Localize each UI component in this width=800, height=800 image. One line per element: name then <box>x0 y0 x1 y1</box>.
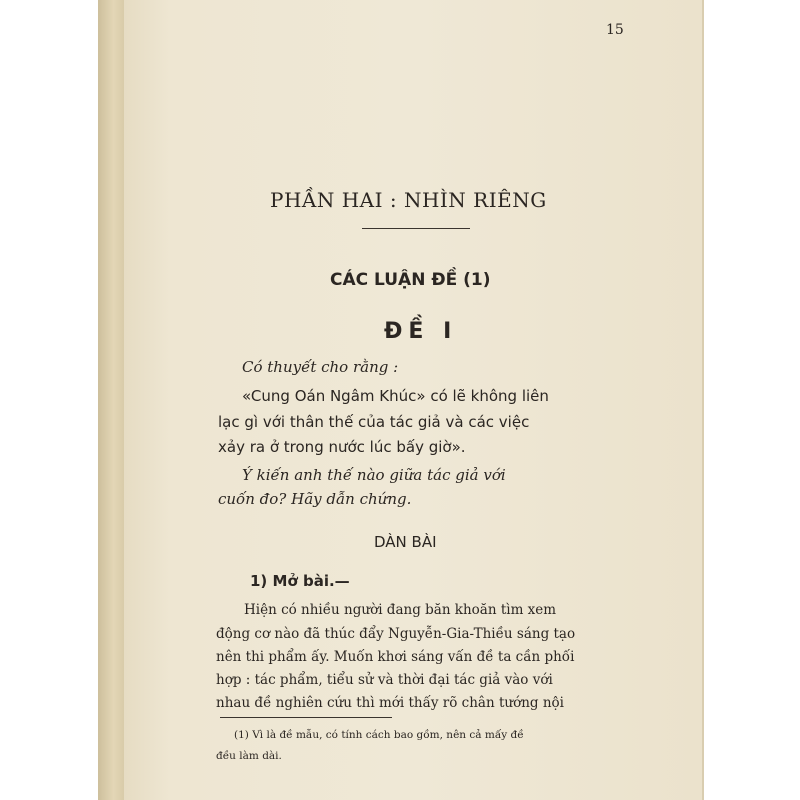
footnote-line: (1) Vì là đề mẫu, có tính cách bao gồm, nên cả mấy đề <box>234 729 524 741</box>
prompt-quote-line: lạc gì với thân thế của tác giả và các việc <box>218 413 530 431</box>
outline-heading: DÀN BÀI <box>374 533 437 551</box>
prompt-intro: Có thuyết cho rằng : <box>242 358 399 376</box>
prompt-quote-line: xảy ra ở trong nước lúc bấy giờ». <box>218 438 466 456</box>
footnote-line: đều làm dài. <box>216 750 282 762</box>
prompt-question-line: cuốn đo? Hãy dẫn chứng. <box>218 490 412 508</box>
book-binding <box>98 0 124 800</box>
body-line: nhau đề nghiên cứu thì mới thấy rõ chân tướng nội <box>216 695 564 711</box>
section-title: CÁC LUẬN ĐỀ (1) <box>330 270 491 290</box>
page-number: 15 <box>606 22 624 38</box>
prompt-quote-line: «Cung Oán Ngâm Khúc» có lẽ không liên <box>242 387 549 405</box>
footnote-rule <box>220 717 392 718</box>
body-line: nên thi phẩm ấy. Muốn khơi sáng vấn đề ta cần phối <box>216 649 575 665</box>
part-title: PHẦN HAI : NHÌN RIÊNG <box>270 188 547 212</box>
body-line: hợp : tác phẩm, tiểu sử và thời đại tác giả vào với <box>216 672 553 688</box>
prompt-question-line: Ý kiến anh thế nào giữa tác giả với <box>242 466 506 484</box>
body-line: động cơ nào đã thúc đẩy Nguyễn-Gia-Thiều sáng tạo <box>216 626 576 642</box>
page-edge <box>702 0 704 800</box>
body-line: Hiện có nhiều người đang băn khoăn tìm xem <box>244 602 557 618</box>
title-underline <box>362 228 470 229</box>
topic-heading: ĐỀ I <box>384 319 458 344</box>
subsection-heading: 1) Mở bài.— <box>250 572 350 590</box>
book-page <box>124 0 702 800</box>
